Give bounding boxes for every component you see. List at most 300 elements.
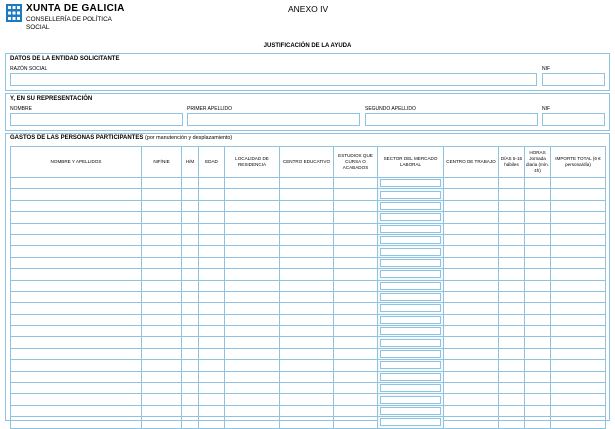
table-cell[interactable] (199, 326, 225, 337)
business-name-field[interactable] (10, 73, 537, 86)
sector-select-field[interactable] (380, 384, 441, 392)
table-cell[interactable] (142, 383, 182, 394)
table-cell[interactable] (199, 417, 225, 428)
table-cell[interactable] (225, 360, 280, 371)
table-cell[interactable] (199, 189, 225, 200)
table-cell[interactable] (444, 405, 499, 416)
sector-select-field[interactable] (380, 361, 441, 369)
table-cell[interactable] (280, 360, 334, 371)
sector-select-field[interactable] (380, 225, 441, 233)
sector-select-field[interactable] (380, 236, 441, 244)
table-cell[interactable] (11, 394, 142, 405)
table-cell[interactable] (280, 417, 334, 428)
table-cell[interactable] (199, 337, 225, 348)
table-cell[interactable] (11, 200, 142, 211)
table-cell[interactable] (551, 360, 606, 371)
table-cell[interactable] (499, 417, 525, 428)
table-cell[interactable] (182, 303, 199, 314)
table-cell[interactable] (182, 234, 199, 245)
representative-nif-field[interactable] (542, 113, 605, 126)
table-cell[interactable] (11, 234, 142, 245)
sector-select-field[interactable] (380, 350, 441, 358)
table-cell[interactable] (334, 394, 378, 405)
table-row (11, 303, 606, 314)
table-cell[interactable] (334, 200, 378, 211)
table-row (11, 200, 606, 211)
table-cell[interactable] (499, 246, 525, 257)
table-cell[interactable] (225, 246, 280, 257)
sector-select-field[interactable] (380, 202, 441, 210)
table-cell[interactable] (444, 383, 499, 394)
table-cell[interactable] (199, 291, 225, 302)
table-cell[interactable] (525, 405, 551, 416)
table-row (11, 178, 606, 189)
table-cell[interactable] (444, 246, 499, 257)
table-cell[interactable] (551, 326, 606, 337)
table-cell[interactable] (142, 394, 182, 405)
table-cell[interactable] (444, 337, 499, 348)
table-cell[interactable] (551, 212, 606, 223)
table-cell[interactable] (378, 394, 444, 405)
second-surname-field[interactable] (365, 113, 538, 126)
table-cell[interactable] (551, 280, 606, 291)
table-cell[interactable] (499, 212, 525, 223)
sector-select-field[interactable] (380, 396, 441, 404)
table-cell[interactable] (142, 291, 182, 302)
sector-select-field[interactable] (380, 270, 441, 278)
table-cell[interactable] (525, 246, 551, 257)
table-cell[interactable] (444, 280, 499, 291)
table-cell[interactable] (525, 212, 551, 223)
table-cell[interactable] (334, 417, 378, 428)
table-cell[interactable] (499, 280, 525, 291)
table-cell[interactable] (225, 337, 280, 348)
table-cell[interactable] (225, 223, 280, 234)
table-cell[interactable] (182, 394, 199, 405)
table-cell[interactable] (551, 223, 606, 234)
table-cell[interactable] (378, 417, 444, 428)
table-cell[interactable] (199, 348, 225, 359)
table-cell[interactable] (525, 269, 551, 280)
table-cell[interactable] (525, 200, 551, 211)
table-cell[interactable] (334, 280, 378, 291)
table-cell[interactable] (225, 189, 280, 200)
table-cell[interactable] (525, 234, 551, 245)
table-cell[interactable] (551, 269, 606, 280)
table-cell[interactable] (199, 269, 225, 280)
table-cell[interactable] (225, 303, 280, 314)
table-cell[interactable] (142, 360, 182, 371)
table-cell[interactable] (444, 212, 499, 223)
table-cell[interactable] (378, 303, 444, 314)
table-cell[interactable] (525, 383, 551, 394)
table-cell[interactable] (525, 326, 551, 337)
table-cell[interactable] (182, 246, 199, 257)
table-cell[interactable] (499, 360, 525, 371)
table-cell[interactable] (499, 257, 525, 268)
table-cell[interactable] (444, 189, 499, 200)
table-cell[interactable] (334, 269, 378, 280)
table-cell[interactable] (525, 257, 551, 268)
table-cell[interactable] (11, 326, 142, 337)
table-cell[interactable] (11, 371, 142, 382)
table-cell[interactable] (551, 394, 606, 405)
table-cell[interactable] (225, 348, 280, 359)
sector-select-field[interactable] (380, 179, 441, 187)
table-cell[interactable] (378, 269, 444, 280)
table-cell[interactable] (334, 360, 378, 371)
table-cell[interactable] (378, 257, 444, 268)
table-cell[interactable] (525, 394, 551, 405)
table-cell[interactable] (444, 269, 499, 280)
table-cell[interactable] (142, 269, 182, 280)
table-cell[interactable] (551, 303, 606, 314)
table-cell[interactable] (551, 405, 606, 416)
table-cell[interactable] (182, 280, 199, 291)
table-cell[interactable] (280, 394, 334, 405)
table-cell[interactable] (280, 348, 334, 359)
name-field[interactable] (10, 113, 183, 126)
table-cell[interactable] (225, 269, 280, 280)
table-cell[interactable] (378, 337, 444, 348)
table-cell[interactable] (280, 212, 334, 223)
table-cell[interactable] (280, 223, 334, 234)
table-cell[interactable] (551, 314, 606, 325)
table-cell[interactable] (142, 200, 182, 211)
table-cell[interactable] (525, 189, 551, 200)
table-cell[interactable] (499, 200, 525, 211)
table-cell[interactable] (334, 257, 378, 268)
table-cell[interactable] (444, 234, 499, 245)
sector-select-field[interactable] (380, 316, 441, 324)
table-cell[interactable] (142, 314, 182, 325)
table-cell[interactable] (499, 223, 525, 234)
table-cell[interactable] (444, 348, 499, 359)
table-cell[interactable] (499, 383, 525, 394)
table-cell[interactable] (499, 269, 525, 280)
table-cell[interactable] (11, 360, 142, 371)
table-cell[interactable] (11, 348, 142, 359)
table-cell[interactable] (551, 348, 606, 359)
table-cell[interactable] (182, 326, 199, 337)
table-cell[interactable] (142, 189, 182, 200)
table-cell[interactable] (525, 371, 551, 382)
table-cell[interactable] (280, 200, 334, 211)
sector-select-field[interactable] (380, 373, 441, 381)
col-hours: HORAS Jornada diaria (mín. 4h) (525, 147, 551, 178)
table-cell[interactable] (334, 246, 378, 257)
table-cell[interactable] (280, 326, 334, 337)
table-cell[interactable] (225, 371, 280, 382)
table-cell[interactable] (378, 178, 444, 189)
sector-select-field[interactable] (380, 418, 441, 426)
table-cell[interactable] (182, 417, 199, 428)
table-cell[interactable] (225, 405, 280, 416)
table-cell[interactable] (11, 314, 142, 325)
table-cell[interactable] (280, 314, 334, 325)
table-cell[interactable] (225, 280, 280, 291)
table-cell[interactable] (551, 383, 606, 394)
sector-select-field[interactable] (380, 191, 441, 199)
sector-select-field[interactable] (380, 293, 441, 301)
sector-select-field[interactable] (380, 304, 441, 312)
table-cell[interactable] (499, 337, 525, 348)
col-days: DÍAS 5-15 hábiles (499, 147, 525, 178)
table-cell[interactable] (199, 200, 225, 211)
table-cell[interactable] (199, 223, 225, 234)
table-cell[interactable] (551, 178, 606, 189)
table-cell[interactable] (182, 257, 199, 268)
table-cell[interactable] (182, 348, 199, 359)
table-cell[interactable] (199, 257, 225, 268)
sector-select-field[interactable] (380, 259, 441, 267)
sector-select-field[interactable] (380, 248, 441, 256)
table-cell[interactable] (334, 383, 378, 394)
table-cell[interactable] (525, 280, 551, 291)
table-cell[interactable] (225, 234, 280, 245)
table-cell[interactable] (551, 371, 606, 382)
department-line-1: CONSELLERÍA DE POLÍTICA (26, 16, 112, 23)
expenses-subtitle: (por manutención y desplazamiento) (145, 135, 233, 141)
table-cell[interactable] (11, 337, 142, 348)
table-cell[interactable] (378, 212, 444, 223)
table-cell[interactable] (444, 257, 499, 268)
table-cell[interactable] (11, 212, 142, 223)
table-cell[interactable] (444, 303, 499, 314)
table-cell[interactable] (551, 246, 606, 257)
table-cell[interactable] (334, 405, 378, 416)
table-cell[interactable] (199, 212, 225, 223)
table-cell[interactable] (378, 371, 444, 382)
table-cell[interactable] (142, 371, 182, 382)
table-cell[interactable] (334, 303, 378, 314)
table-cell[interactable] (551, 291, 606, 302)
table-cell[interactable] (525, 291, 551, 302)
table-cell[interactable] (225, 326, 280, 337)
table-cell[interactable] (334, 371, 378, 382)
table-cell[interactable] (280, 291, 334, 302)
table-cell[interactable] (280, 178, 334, 189)
table-cell[interactable] (499, 394, 525, 405)
table-cell[interactable] (499, 314, 525, 325)
table-cell[interactable] (334, 314, 378, 325)
table-cell[interactable] (142, 223, 182, 234)
table-cell[interactable] (225, 257, 280, 268)
table-cell[interactable] (280, 257, 334, 268)
table-cell[interactable] (334, 291, 378, 302)
table-cell[interactable] (444, 291, 499, 302)
table-cell[interactable] (444, 326, 499, 337)
table-cell[interactable] (334, 178, 378, 189)
table-cell[interactable] (499, 234, 525, 245)
table-cell[interactable] (334, 189, 378, 200)
table-cell[interactable] (444, 223, 499, 234)
first-surname-field[interactable] (187, 113, 360, 126)
table-cell[interactable] (225, 291, 280, 302)
table-cell[interactable] (499, 291, 525, 302)
table-cell[interactable] (142, 337, 182, 348)
table-cell[interactable] (280, 189, 334, 200)
table-cell[interactable] (199, 314, 225, 325)
table-cell[interactable] (199, 234, 225, 245)
table-cell[interactable] (142, 417, 182, 428)
table-cell[interactable] (142, 178, 182, 189)
table-cell[interactable] (525, 348, 551, 359)
table-cell[interactable] (142, 326, 182, 337)
table-cell[interactable] (551, 234, 606, 245)
table-cell[interactable] (280, 269, 334, 280)
table-cell[interactable] (199, 280, 225, 291)
participants-table-body (11, 178, 606, 429)
table-cell[interactable] (182, 383, 199, 394)
table-cell[interactable] (199, 178, 225, 189)
table-cell[interactable] (11, 269, 142, 280)
table-cell[interactable] (444, 394, 499, 405)
table-cell[interactable] (182, 189, 199, 200)
table-cell[interactable] (444, 417, 499, 428)
table-cell[interactable] (11, 246, 142, 257)
table-cell[interactable] (182, 291, 199, 302)
table-cell[interactable] (378, 280, 444, 291)
table-cell[interactable] (280, 337, 334, 348)
table-cell[interactable] (378, 246, 444, 257)
table-cell[interactable] (225, 178, 280, 189)
table-cell[interactable] (182, 269, 199, 280)
table-cell[interactable] (182, 212, 199, 223)
table-cell[interactable] (444, 314, 499, 325)
table-cell[interactable] (199, 360, 225, 371)
table-cell[interactable] (525, 337, 551, 348)
table-cell[interactable] (444, 200, 499, 211)
table-cell[interactable] (225, 314, 280, 325)
table-cell[interactable] (378, 234, 444, 245)
table-cell[interactable] (378, 223, 444, 234)
table-cell[interactable] (142, 234, 182, 245)
table-cell[interactable] (499, 348, 525, 359)
table-cell[interactable] (11, 417, 142, 428)
table-cell[interactable] (525, 178, 551, 189)
table-cell[interactable] (525, 417, 551, 428)
table-cell[interactable] (182, 223, 199, 234)
sector-select-field[interactable] (380, 339, 441, 347)
table-cell[interactable] (199, 394, 225, 405)
sector-select-field[interactable] (380, 213, 441, 221)
table-cell[interactable] (225, 394, 280, 405)
table-cell[interactable] (280, 303, 334, 314)
table-cell[interactable] (11, 280, 142, 291)
table-cell[interactable] (334, 326, 378, 337)
table-cell[interactable] (378, 326, 444, 337)
table-cell[interactable] (444, 360, 499, 371)
table-cell[interactable] (11, 189, 142, 200)
table-cell[interactable] (280, 246, 334, 257)
table-cell[interactable] (11, 223, 142, 234)
table-cell[interactable] (11, 291, 142, 302)
table-cell[interactable] (142, 405, 182, 416)
table-cell[interactable] (199, 405, 225, 416)
table-cell[interactable] (11, 257, 142, 268)
table-cell[interactable] (225, 212, 280, 223)
table-cell[interactable] (280, 234, 334, 245)
table-cell[interactable] (551, 189, 606, 200)
table-cell[interactable] (378, 360, 444, 371)
table-cell[interactable] (525, 360, 551, 371)
table-cell[interactable] (334, 337, 378, 348)
table-cell[interactable] (199, 371, 225, 382)
table-cell[interactable] (182, 314, 199, 325)
table-cell[interactable] (499, 178, 525, 189)
table-cell[interactable] (378, 348, 444, 359)
sector-select-field[interactable] (380, 327, 441, 335)
table-cell[interactable] (551, 417, 606, 428)
table-cell[interactable] (378, 405, 444, 416)
table-cell[interactable] (551, 337, 606, 348)
table-cell[interactable] (11, 303, 142, 314)
table-cell[interactable] (182, 200, 199, 211)
table-cell[interactable] (444, 178, 499, 189)
table-cell[interactable] (142, 257, 182, 268)
table-cell[interactable] (444, 371, 499, 382)
table-cell[interactable] (142, 303, 182, 314)
table-cell[interactable] (378, 189, 444, 200)
table-cell[interactable] (378, 200, 444, 211)
table-cell[interactable] (525, 303, 551, 314)
table-cell[interactable] (499, 189, 525, 200)
table-cell[interactable] (182, 371, 199, 382)
table-cell[interactable] (182, 405, 199, 416)
sector-select-field[interactable] (380, 282, 441, 290)
table-cell[interactable] (225, 417, 280, 428)
table-cell[interactable] (525, 314, 551, 325)
table-cell[interactable] (378, 314, 444, 325)
table-cell[interactable] (11, 383, 142, 394)
table-cell[interactable] (334, 234, 378, 245)
table-cell[interactable] (280, 371, 334, 382)
table-cell[interactable] (280, 405, 334, 416)
sector-select-field[interactable] (380, 407, 441, 415)
table-cell[interactable] (142, 212, 182, 223)
table-cell[interactable] (142, 348, 182, 359)
table-cell[interactable] (334, 348, 378, 359)
table-cell[interactable] (280, 383, 334, 394)
table-cell[interactable] (199, 383, 225, 394)
table-cell[interactable] (182, 337, 199, 348)
table-cell[interactable] (499, 371, 525, 382)
table-cell[interactable] (499, 303, 525, 314)
table-cell[interactable] (142, 246, 182, 257)
table-cell[interactable] (182, 178, 199, 189)
table-cell[interactable] (334, 212, 378, 223)
table-cell[interactable] (225, 383, 280, 394)
table-cell[interactable] (182, 360, 199, 371)
table-cell[interactable] (499, 405, 525, 416)
table-cell[interactable] (525, 223, 551, 234)
table-cell[interactable] (551, 200, 606, 211)
table-cell[interactable] (499, 326, 525, 337)
table-cell[interactable] (11, 178, 142, 189)
table-cell[interactable] (225, 200, 280, 211)
table-cell[interactable] (11, 405, 142, 416)
table-cell[interactable] (378, 383, 444, 394)
table-cell[interactable] (551, 257, 606, 268)
table-cell[interactable] (142, 280, 182, 291)
entity-nif-field[interactable] (542, 73, 605, 86)
table-cell[interactable] (378, 291, 444, 302)
table-cell[interactable] (280, 280, 334, 291)
table-cell[interactable] (199, 303, 225, 314)
table-cell[interactable] (199, 246, 225, 257)
table-cell[interactable] (334, 223, 378, 234)
